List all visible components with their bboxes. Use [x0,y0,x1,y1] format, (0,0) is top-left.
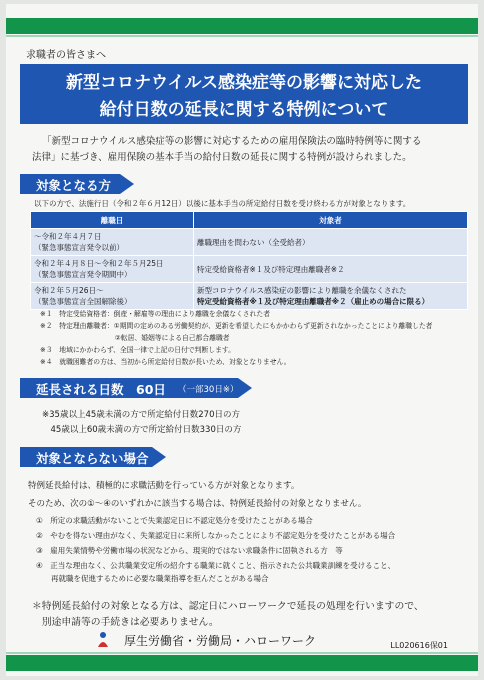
table-header-target: 対象者 [194,212,468,229]
bottom-stripe [6,652,478,654]
table-row [31,283,468,310]
footnote-line-2: 別途申請等の手続きは必要ありません。 [32,617,219,628]
footnote-line-1: ＊特例延長給付の対象となる方は、認定日にハローワークで延長の処理を行いますので、 [32,601,424,612]
bottom-green-band [6,655,478,671]
eligible-lead: 以下の方で、法施行日（令和２年６月12日）以後に基本手当の所定給付日数を受け終わる方が対象となります。 [34,199,411,208]
section-heading-extension: 延長される日数 60日 （一部30日※） [20,378,238,398]
note-2b: ②転居、婚姻等による自己都合離職者 [40,334,230,342]
condition-item: ③ 雇用失業情勢や労働市場の状況などから、現実的ではない求職条件に固執される方 等 [36,546,343,555]
row-target-2: 特定受給資格者※１及び特定理由離職者※２（雇止めの場合に限る） [197,297,430,306]
note-1: ※１ 特定受給資格者：倒産・解雇等の理由により離職を余儀なくされた者 [40,310,270,318]
audience-label: 求職者の皆さまへ [26,50,106,61]
table-header-date: 離職日 [31,212,194,229]
intro-line-1: 「新型コロナウイルス感染症等の影響に対応するための雇用保険法の臨時特例等に関する [42,136,422,147]
note-3: ※３ 地域にかかわらず、全国一律で上記の日付で判断します。 [40,346,235,354]
section-heading-not-eligible: 対象とならない場合 [20,447,152,467]
row-date-note: （緊急事態宣言発令期間中） [34,270,132,279]
title-line-1: 新型コロナウイルス感染症等の影響に対応した [66,73,422,93]
note-4: ※４ 就職困難者の方は、当初から所定給付日数が長いため、対象となりません。 [40,358,291,366]
note-2: ※２ 特定理由離職者：①期間の定めのある労働契約が、更新を希望したにもかかわらず更新されなかったことにより離職した者 [40,322,433,330]
condition-item: ① 所定の求職活動がないことで失業認定日に不認定処分を受けたことがある場合 [36,516,313,525]
row-target: 新型コロナウイルス感染症の影響により離職を余儀なくされた [197,286,407,295]
row-date-note: （緊急事態宣言発令以前） [34,243,124,252]
not-eligible-para-2: そのため、次の①～④のいずれかに該当する場合は、特例延長給付の対象となりません。 [28,499,367,509]
eligibility-table [30,211,468,310]
row-target: 特定受給資格者※１及び特定理由離職者※２ [197,264,345,274]
row-date: 令和２年５月26日～ [34,286,104,295]
condition-item-cont: 再就職を促進するために必要な職業指導を拒んだことがある場合 [36,574,269,583]
row-date: ～令和２年４月７日 [34,232,102,241]
table-row [31,229,468,256]
extension-line-2: 45歳以上60歳未満の方で所定給付日数330日の方 [42,425,242,435]
flyer-page [6,4,478,676]
section-heading-eligible: 対象となる方 [20,174,120,194]
row-target: 離職理由を問わない（全受給者） [197,237,310,247]
intro-line-2: 法律」に基づき、雇用保険の基本手当の給付日数の延長に関する特例が設けられました。 [32,152,412,163]
ministry-logo-icon [96,631,110,647]
extension-line-1: ※35歳以上45歳未満の方で所定給付日数270日の方 [42,410,240,420]
condition-item: ② やむを得ない理由がなく、失業認定日に来所しなかったことにより不認定処分を受けたことがある場合 [36,531,396,540]
top-green-band [6,18,478,34]
document-code: LL020616保01 [390,641,448,650]
condition-item: ④ 正当な理由なく、公共職業安定所の紹介する職業に就くこと、指示された公共職業訓練を受けること、 [36,561,396,570]
table-row [31,256,468,283]
not-eligible-para-1: 特例延長給付は、積極的に求職活動を行っている方が対象となります。 [28,481,300,491]
ministry-name: 厚生労働省・労働局・ハローワーク [124,634,317,648]
title-line-2: 給付日数の延長に関する特例について [99,100,389,120]
row-date-note: （緊急事態宣言全国解除後） [34,297,132,306]
top-stripe [6,35,478,37]
extension-partial-note: （一部30日※） [178,385,239,395]
row-date: 令和２年４月８日～令和２年５月25日 [34,259,164,268]
